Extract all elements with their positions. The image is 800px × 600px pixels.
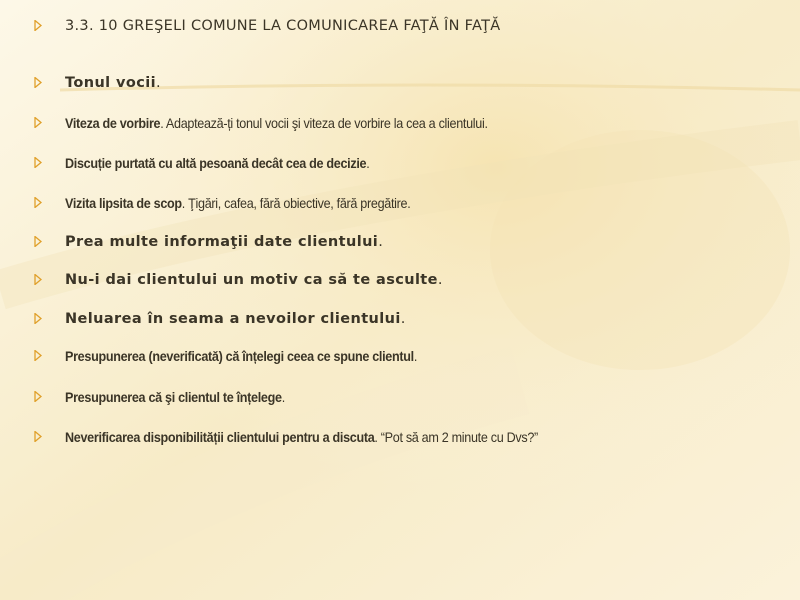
bullet-icon	[34, 350, 42, 360]
item-text: .	[437, 272, 443, 288]
item-text: .	[281, 389, 285, 405]
item-bold-text: Presupunerea (neverificată) că înțelegi ceea ce spune clientul	[65, 348, 414, 364]
bullet-icon	[34, 431, 42, 441]
bullet-icon	[34, 313, 42, 323]
bullet-icon	[34, 117, 42, 127]
item-bold-text: Presupunerea că şi clientul te înțelege	[65, 389, 282, 405]
slide-title: 3.3. 10 GREŞELI COMUNE LA COMUNICAREA FAŢĂ ÎN FAŢĂ	[65, 18, 501, 34]
item-bold-text: Tonul vocii	[65, 75, 156, 91]
item-text: .	[413, 348, 418, 364]
bullet-icon	[34, 20, 42, 30]
item-text: . Ţigări, cafea, fără obiective, fără pregătire.	[181, 195, 411, 211]
item-text: . “Pot să am 2 minute cu Dvs?”	[374, 429, 538, 445]
item-bold-text: Viteza de vorbire	[65, 115, 161, 131]
bullet-icon	[34, 236, 42, 246]
item-bold-text: Prea multe informaţii date clientului	[65, 234, 379, 250]
item-text: .	[400, 311, 406, 327]
item-text: .	[155, 75, 161, 91]
item-bold-text: Vizita lipsita de scop	[65, 195, 182, 211]
item-text: .	[378, 234, 384, 250]
item-text: . Adaptează-ți tonul vocii şi viteza de vorbire la cea a clientului.	[160, 115, 488, 131]
bullet-icon	[34, 77, 42, 87]
bullet-icon	[34, 157, 42, 167]
bullet-icon	[34, 391, 42, 401]
item-bold-text: Nu-i dai clientului un motiv ca să te asculte	[65, 272, 438, 288]
bullet-icon	[34, 274, 42, 284]
item-bold-text: Neluarea în seama a nevoilor clientului	[65, 311, 401, 327]
item-bold-text: Neverificarea disponibilității clientului pentru a discuta	[65, 429, 375, 445]
item-text: .	[366, 155, 370, 171]
bullet-icon	[34, 197, 42, 207]
item-bold-text: Discuție purtată cu altă pesoană decât cea de decizie	[65, 155, 367, 171]
